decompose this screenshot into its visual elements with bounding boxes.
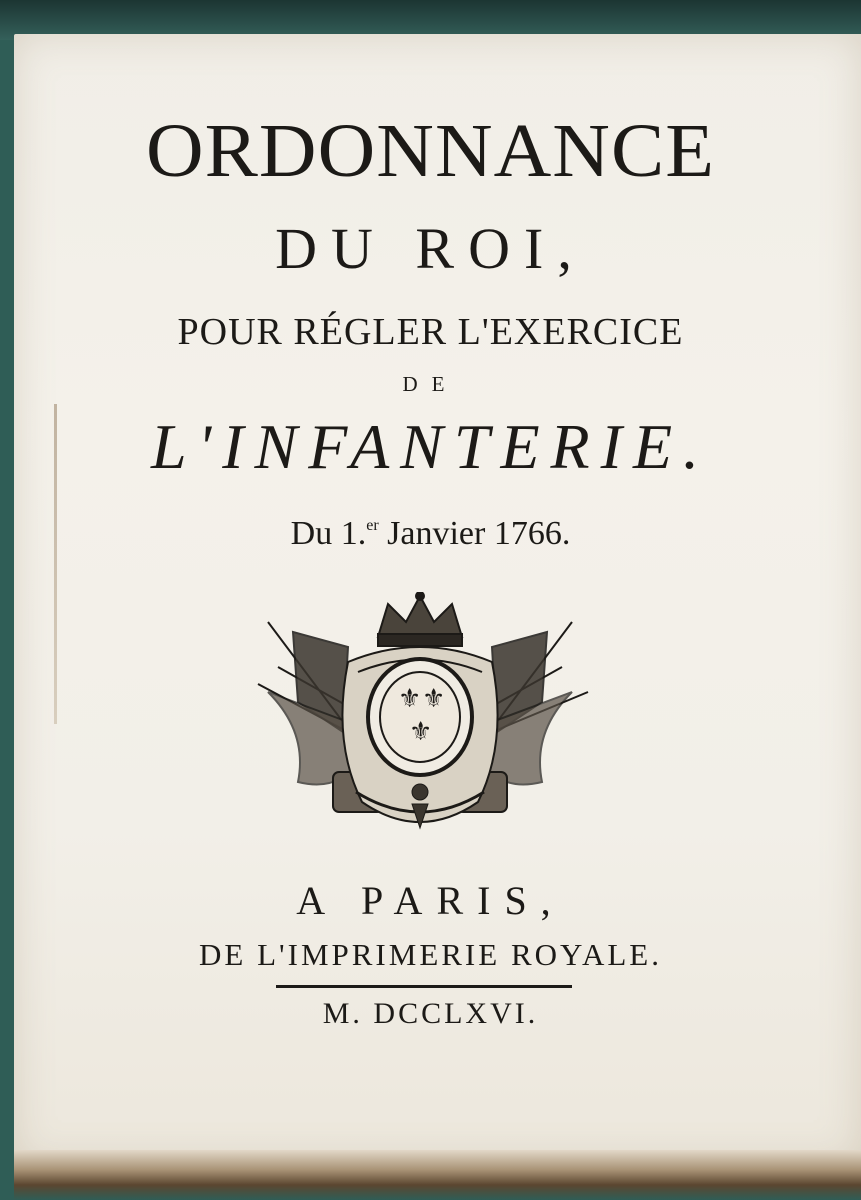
title-de: DE <box>402 372 459 396</box>
svg-text:⚜: ⚜ <box>398 684 422 714</box>
title-pour-regler: POUR RÉGLER L'EXERCICE <box>177 311 684 353</box>
date-prefix: Du 1. <box>290 515 367 552</box>
imprint-press: DE L'IMPRIMERIE ROYALE. <box>199 937 662 972</box>
svg-text:⚜: ⚜ <box>422 684 446 714</box>
page-stack-edge <box>14 1150 861 1200</box>
title-ordonnance: ORDONNANCE <box>145 109 716 193</box>
title-infanterie: L'INFANTERIE. <box>150 411 711 482</box>
date-suffix: Janvier 1766. <box>378 515 571 552</box>
svg-text:⚜: ⚜ <box>409 717 433 747</box>
imprint-city: A PARIS, <box>296 878 565 923</box>
imprint-year: M. DCCLXVI. <box>322 997 539 1030</box>
imprint-rule <box>276 985 572 988</box>
royal-arms-fleur-de-lis-icon <box>238 592 602 846</box>
date-line <box>0 515 861 553</box>
date-superscript: er <box>366 517 379 534</box>
title-du-roi: DU ROI, <box>275 216 586 281</box>
